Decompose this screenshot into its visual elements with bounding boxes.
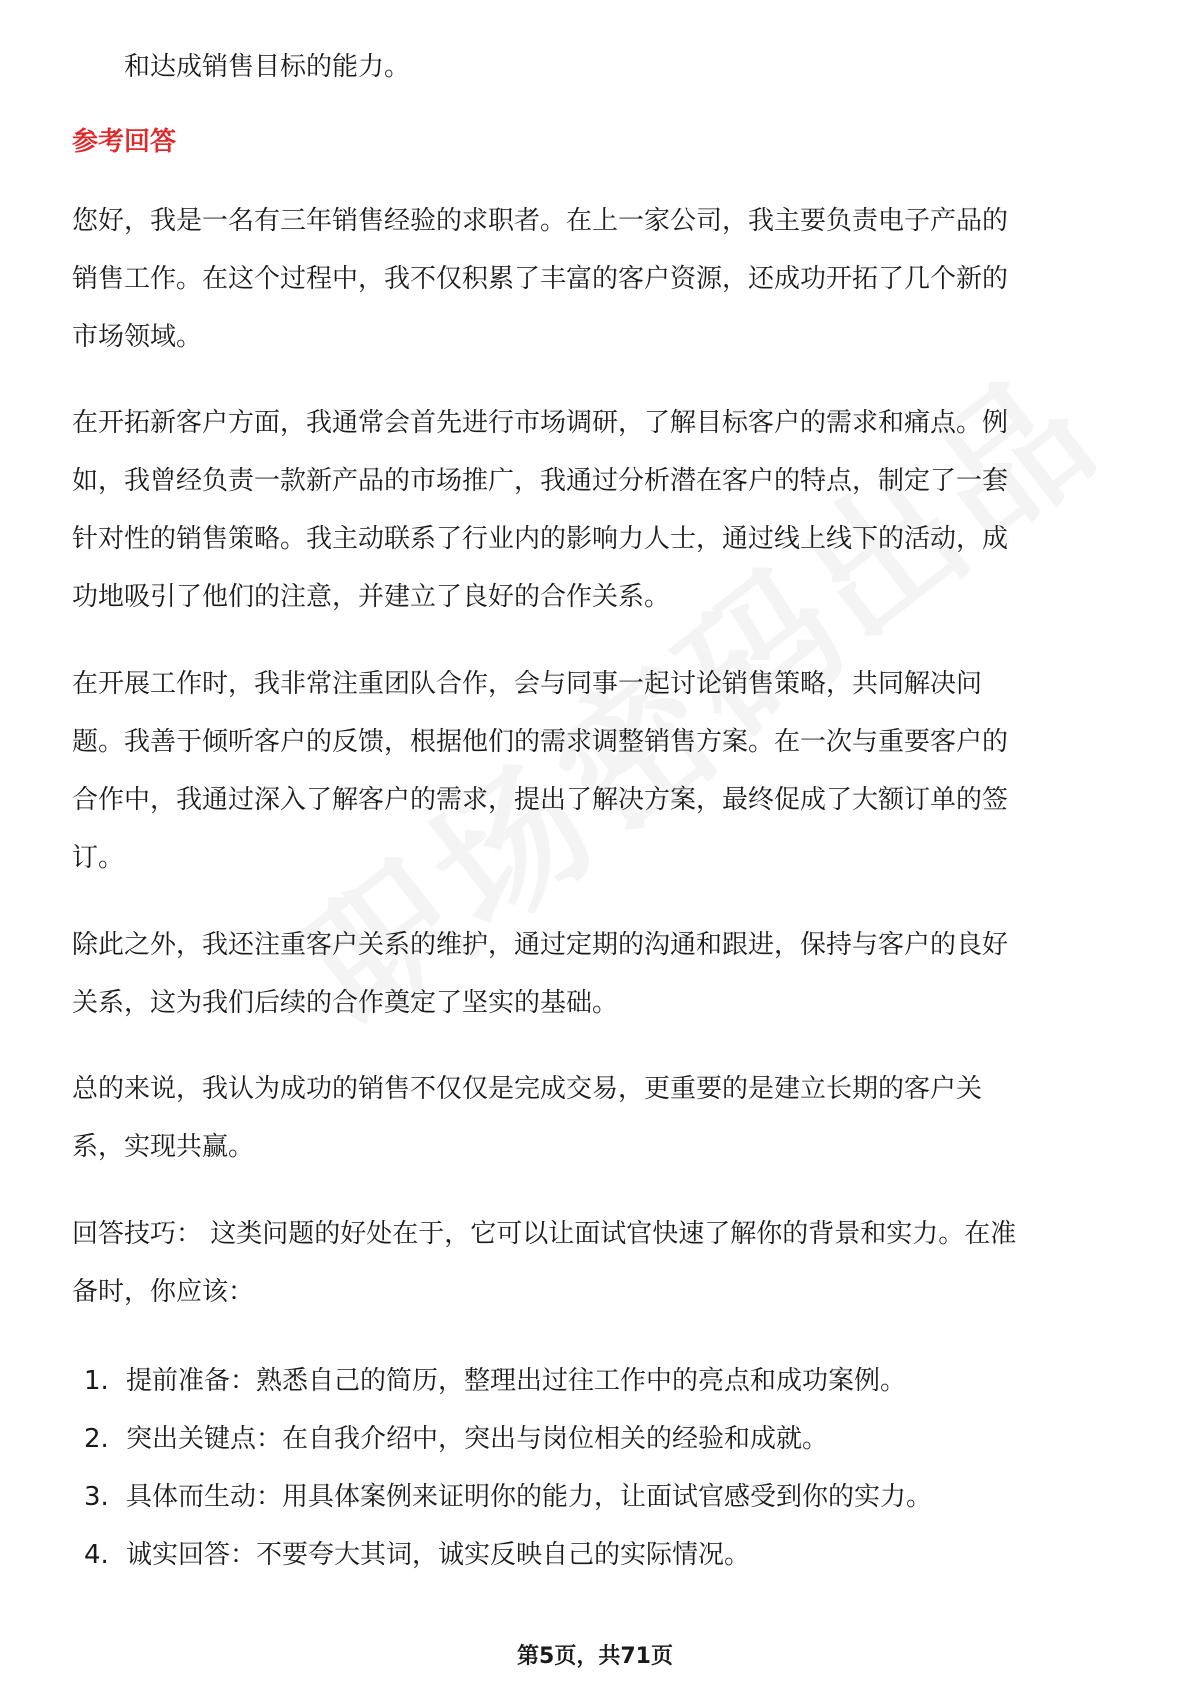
paragraph-line: 针对性的销售策略。我主动联系了行业内的影响力人士，通过线上线下的活动，成 — [72, 524, 1009, 554]
paragraph-line: 合作中，我通过深入了解客户的需求，提出了解决方案，最终促成了大额订单的签 — [72, 785, 1009, 815]
paragraph-line: 在开展工作时，我非常注重团队合作，会与同事一起讨论销售策略，共同解决问 — [72, 669, 983, 699]
paragraph-line: 市场领域。 — [72, 322, 203, 352]
tips-list — [84, 1352, 932, 1584]
list-item-text: 提前准备：熟悉自己的简历，整理出过往工作中的亮点和成功案例。 — [126, 1366, 907, 1396]
list-item-text: 诚实回答：不要夸大其词，诚实反映自己的实际情况。 — [126, 1540, 751, 1570]
list-item — [84, 1468, 932, 1526]
paragraph-line: 题。我善于倾听客户的反馈，根据他们的需求调整销售方案。在一次与重要客户的 — [72, 727, 1009, 757]
paragraph-line: 订。 — [72, 843, 125, 873]
list-item — [84, 1410, 932, 1468]
list-item-number: 1. — [84, 1366, 109, 1396]
page-footer: 第5页，共71页 — [517, 1644, 673, 1669]
list-item — [84, 1352, 932, 1410]
paragraph-line: 销售工作。在这个过程中，我不仅积累了丰富的客户资源，还成功开拓了几个新的 — [72, 264, 1009, 294]
paragraph-line: 除此之外，我还注重客户关系的维护，通过定期的沟通和跟进，保持与客户的良好 — [72, 930, 1009, 960]
list-item-number: 3. — [84, 1482, 109, 1512]
intro-continuation: 和达成销售目标的能力。 — [124, 52, 411, 82]
list-item-number: 4. — [84, 1540, 109, 1570]
paragraph-line: 系，实现共赢。 — [72, 1132, 255, 1162]
paragraph-line: 回答技巧： 这类问题的好处在于，它可以让面试官快速了解你的背景和实力。在准 — [72, 1219, 1017, 1249]
list-item-number: 2. — [84, 1424, 109, 1454]
paragraph-line: 关系，这为我们后续的合作奠定了坚实的基础。 — [72, 988, 619, 1018]
paragraph-line: 您好，我是一名有三年销售经验的求职者。在上一家公司，我主要负责电子产品的 — [72, 206, 1009, 236]
list-item-text: 具体而生动：用具体案例来证明你的能力，让面试官感受到你的实力。 — [126, 1482, 933, 1512]
section-heading: 参考回答 — [72, 127, 177, 157]
paragraph-line: 备时，你应该： — [72, 1277, 255, 1307]
list-item — [84, 1526, 932, 1584]
paragraph-line: 在开拓新客户方面，我通常会首先进行市场调研，了解目标客户的需求和痛点。例 — [72, 408, 1009, 438]
paragraph-line: 功地吸引了他们的注意，并建立了良好的合作关系。 — [72, 582, 671, 612]
paragraph-line: 如，我曾经负责一款新产品的市场推广，我通过分析潜在客户的特点，制定了一套 — [72, 466, 1009, 496]
list-item-text: 突出关键点：在自我介绍中，突出与岗位相关的经验和成就。 — [126, 1424, 829, 1454]
paragraph-line: 总的来说，我认为成功的销售不仅仅是完成交易，更重要的是建立长期的客户关 — [72, 1074, 983, 1104]
